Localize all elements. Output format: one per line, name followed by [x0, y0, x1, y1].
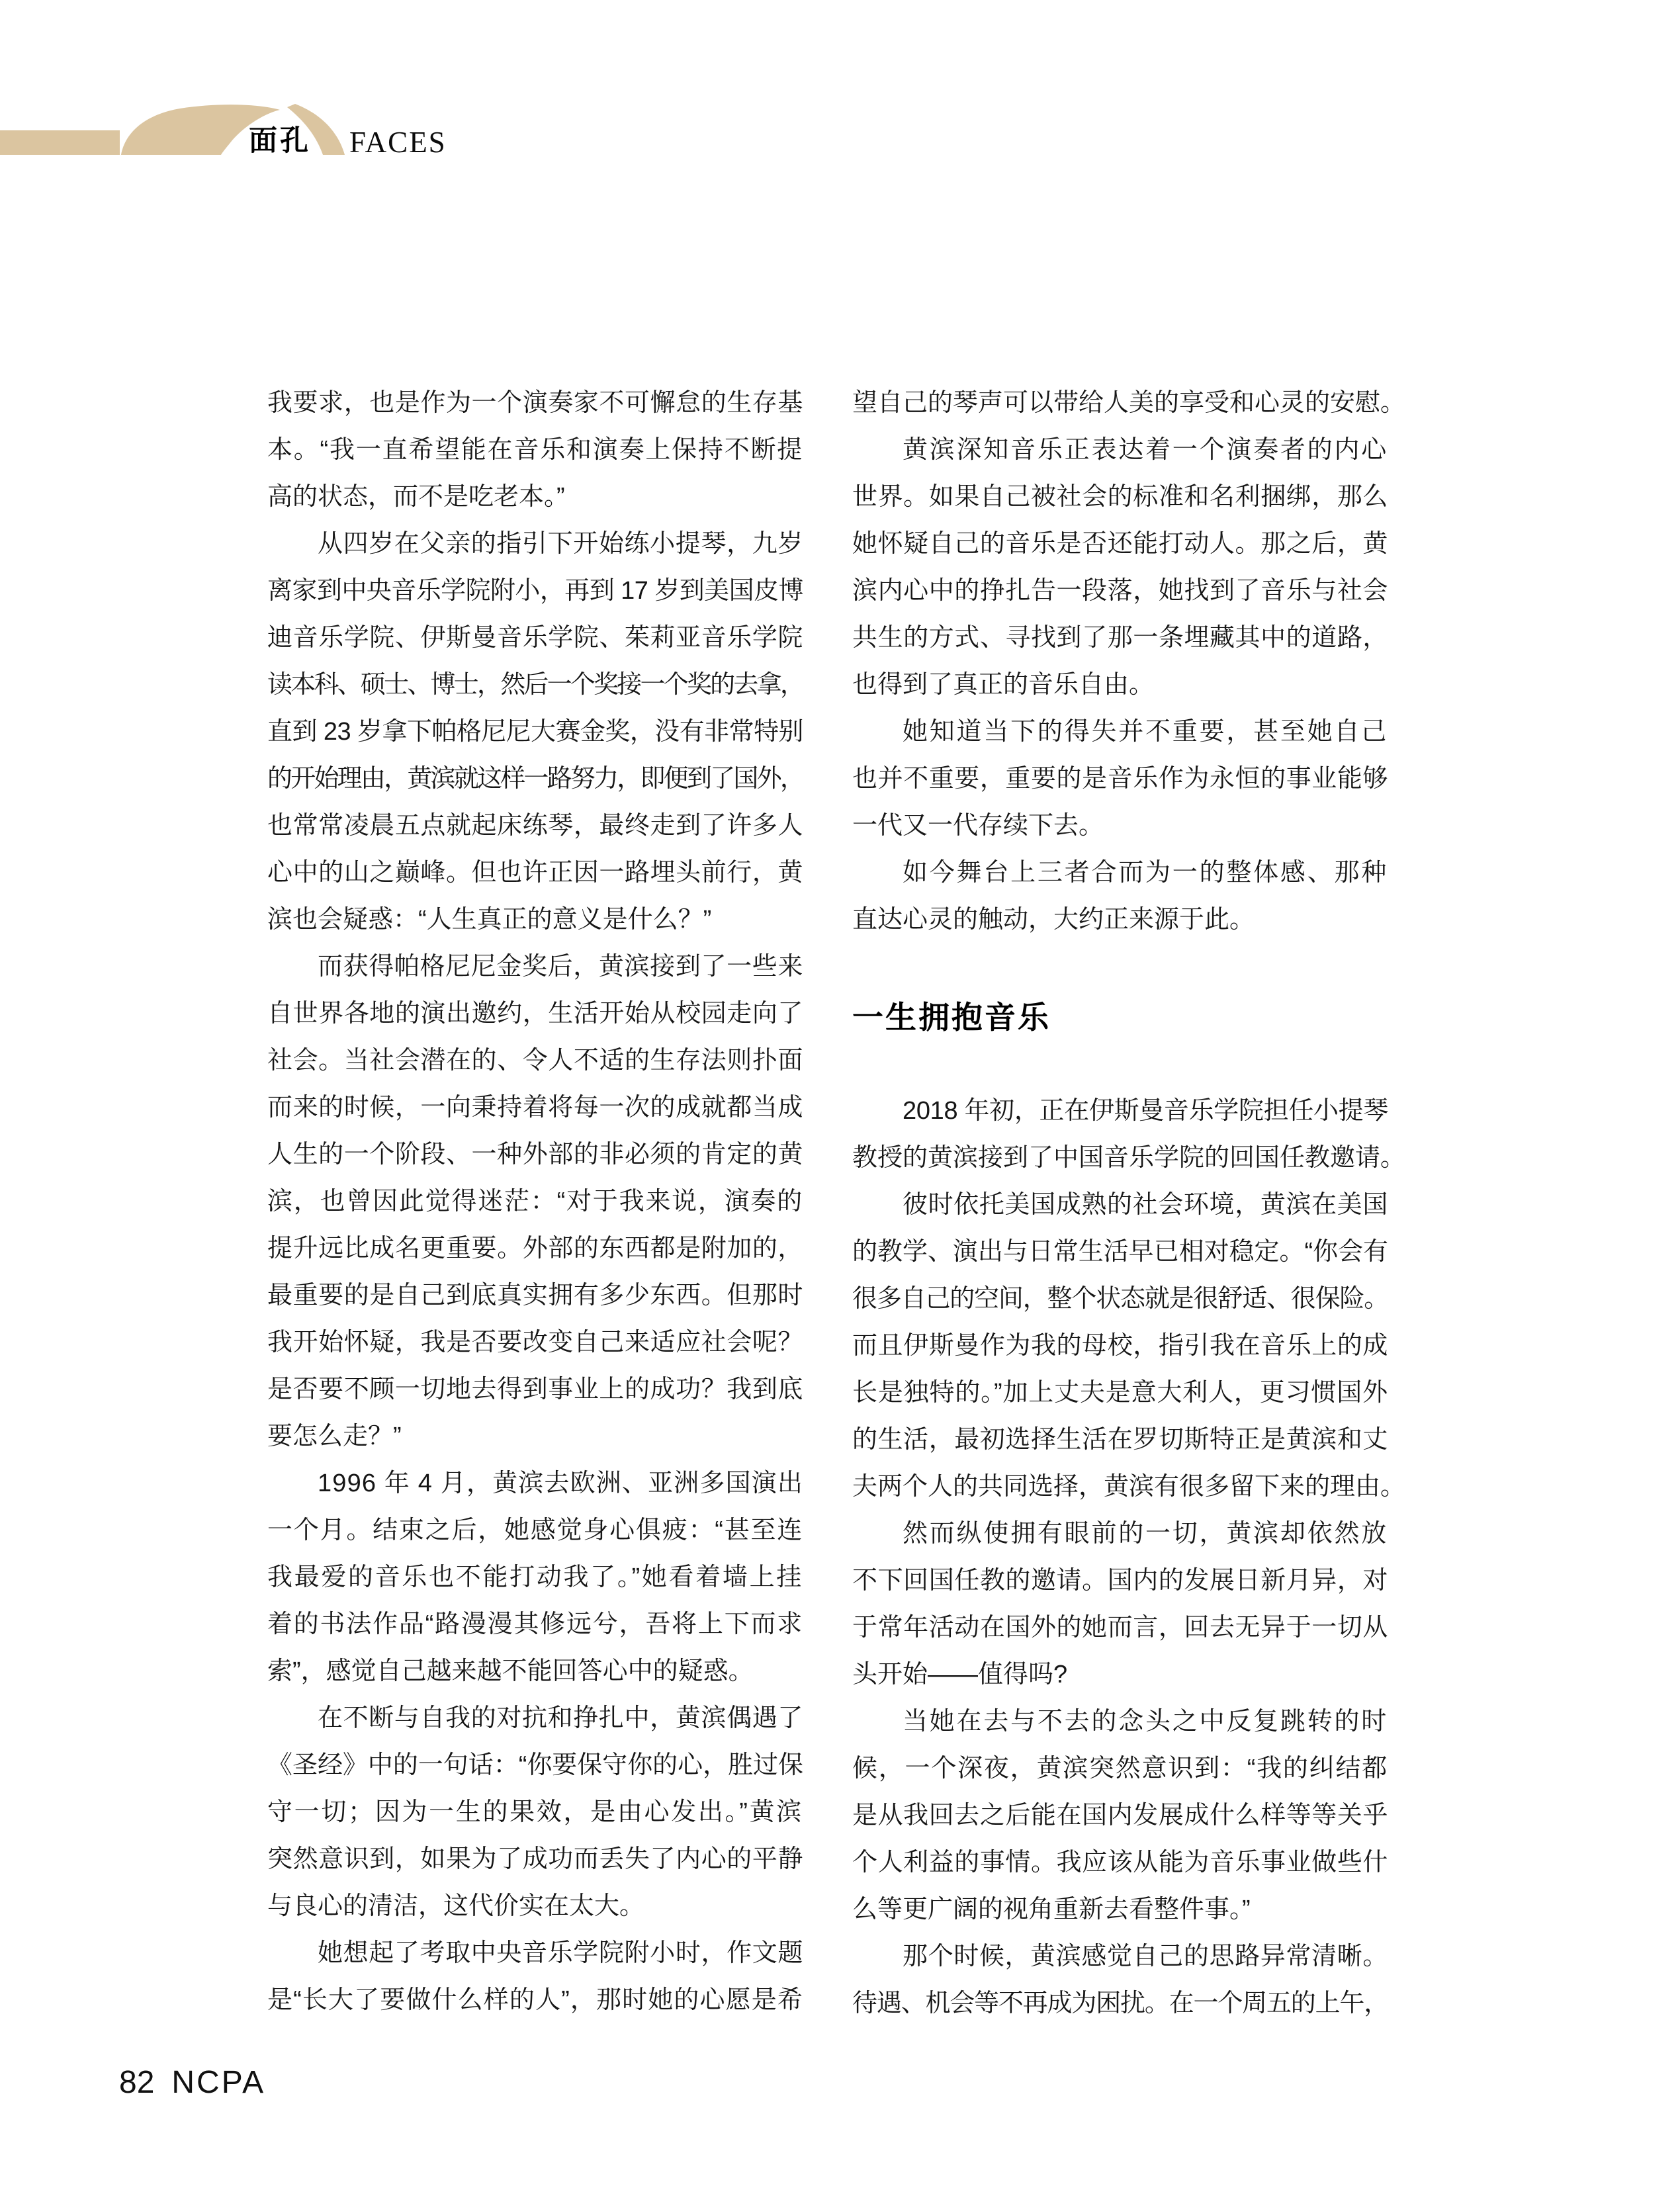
text-line: 那个时候，黄滨感觉自己的思路异常清晰。: [903, 1943, 1388, 1970]
text-line: 是“长大了要做什么样的人”，那时她的心愿是希: [267, 1986, 803, 2014]
journal-code: NCPA: [171, 2065, 266, 2100]
text-line: 她知道当下的得失并不重要，甚至她自己: [903, 718, 1389, 746]
text-line: 我要求，也是作为一个演奏家不可懈怠的生存基: [267, 389, 803, 417]
text-line: 读本科、硕士、博士，然后一个奖接一个奖的去拿，: [267, 671, 804, 699]
text-line: 突然意识到，如果为了成功而丢失了内心的平静: [267, 1845, 803, 1873]
text-line: 离家到中央音乐学院附小，再到 17 岁到美国皮博: [267, 577, 803, 605]
text-line: 高的状态，而不是吃老本。”: [267, 483, 565, 511]
text-line: 当她在去与不去的念头之中反复跳转的时: [903, 1708, 1389, 1735]
section-title-en: FACES: [349, 126, 447, 159]
text-line: 社会。当社会潜在的、令人不适的生存法则扑面: [267, 1047, 803, 1074]
text-line: 在不断与自我的对抗和挣扎中，黄滨偶遇了: [318, 1704, 803, 1732]
text-line: 是否要不顾一切地去得到事业上的成功？我到底: [267, 1376, 803, 1403]
text-line: 么等更广阔的视角重新去看整件事。”: [852, 1896, 1251, 1923]
text-line: 一个月。结束之后，她感觉身心俱疲：“甚至连: [267, 1516, 804, 1544]
header-bar-shape: [0, 130, 120, 155]
text-line: 也得到了真正的音乐自由。: [852, 671, 1155, 699]
text-line: 教授的黄滨接到了中国音乐学院的回国任教邀请。: [852, 1144, 1406, 1172]
text-line: 一代又一代存续下去。: [852, 812, 1104, 840]
text-line: 她想起了考取中央音乐学院附小时，作文题: [318, 1939, 803, 1967]
text-line: 直达心灵的触动，大约正来源于此。: [852, 906, 1255, 934]
text-line: 夫两个人的共同选择，黄滨有很多留下来的理由。: [852, 1473, 1406, 1501]
text-line: 要怎么走？”: [267, 1422, 402, 1450]
text-line: 我最爱的音乐也不能打动我了。”她看着墙上挂: [267, 1563, 803, 1591]
article-right-column: [852, 380, 1406, 2027]
section-heading: 一生拥抱音乐: [852, 1000, 1051, 1035]
text-line: 自世界各地的演出邀约，生活开始从校园走向了: [267, 1000, 803, 1028]
page-footer: [119, 2067, 265, 2099]
text-line: 而来的时候，一向秉持着将每一次的成就都当成: [267, 1094, 803, 1121]
text-line: 世界。如果自己被社会的标准和名利捆绑，那么: [852, 483, 1388, 511]
text-line: 与良心的清洁，这代价实在太大。: [267, 1892, 645, 1920]
article-left-column: [267, 380, 803, 2024]
text-line: 候，一个深夜，黄滨突然意识到：“我的纠结都: [852, 1755, 1389, 1782]
text-line: 很多自己的空间，整个状态就是很舒适、很保险。: [852, 1285, 1389, 1313]
text-line: 是从我回去之后能在国内发展成什么样等等关乎: [852, 1802, 1388, 1829]
text-line: 个人利益的事情。我应该从能为音乐事业做些什: [852, 1849, 1388, 1876]
text-line: 从四岁在父亲的指引下开始练小提琴，九岁: [318, 530, 803, 558]
text-line: 索”，感觉自己越来越不能回答心中的疑惑。: [267, 1657, 754, 1685]
text-line: 的生活，最初选择生活在罗切斯特正是黄滨和丈: [852, 1426, 1388, 1454]
text-line: 待遇、机会等不再成为困扰。在一个周五的上午，: [852, 1990, 1389, 2017]
text-line: 滨内心中的挣扎告一段落，她找到了音乐与社会: [852, 577, 1388, 605]
text-line: 而获得帕格尼尼金奖后，黄滨接到了一些来: [318, 953, 803, 981]
text-line: 不下回国任教的邀请。国内的发展日新月异，对: [852, 1567, 1388, 1595]
text-line: 心中的山之巅峰。但也许正因一路埋头前行，黄: [267, 859, 803, 887]
text-line: 而且伊斯曼作为我的母校，指引我在音乐上的成: [852, 1332, 1388, 1360]
text-line: 于常年活动在国外的她而言，回去无异于一切从: [852, 1614, 1388, 1641]
text-line: 滨也会疑惑：“人生真正的意义是什么？”: [267, 906, 712, 934]
text-line: 提升远比成名更重要。外部的东西都是附加的，: [267, 1235, 803, 1262]
text-line: 也并不重要，重要的是音乐作为永恒的事业能够: [852, 765, 1388, 793]
text-line: 迪音乐学院、伊斯曼音乐学院、茱莉亚音乐学院: [267, 624, 803, 652]
text-line: 共生的方式、寻找到了那一条埋藏其中的道路，: [852, 624, 1388, 652]
text-line: 2018 年初，正在伊斯曼音乐学院担任小提琴: [903, 1097, 1389, 1125]
section-title-cn: 面孔: [249, 125, 311, 157]
text-line: 的开始理由，黄滨就这样一路努力，即便到了国外，: [267, 765, 804, 793]
text-line: 滨，也曾因此觉得迷茫：“对于我来说，演奏的: [267, 1188, 804, 1215]
text-line: 1996 年 4 月，黄滨去欧洲、亚洲多国演出: [318, 1469, 804, 1497]
text-line: 人生的一个阶段、一种外部的非必须的肯定的黄: [267, 1141, 803, 1168]
text-line: 我开始怀疑，我是否要改变自己来适应社会呢？: [267, 1329, 803, 1356]
text-line: 头开始——值得吗?: [852, 1661, 1068, 1688]
text-line: 《圣经》中的一句话：“你要保守你的心，胜过保: [267, 1751, 803, 1779]
text-line: 着的书法作品“路漫漫其修远兮，吾将上下而求: [267, 1610, 804, 1638]
text-line: 黄滨深知音乐正表达着一个演奏者的内心: [903, 436, 1389, 464]
text-line: 最重要的是自己到底真实拥有多少东西。但那时: [267, 1282, 803, 1309]
text-line: 如今舞台上三者合而为一的整体感、那种: [903, 859, 1389, 887]
page-number: 82: [119, 2065, 155, 2100]
text-line: 的教学、演出与日常生活早已相对稳定。“你会有: [852, 1238, 1388, 1266]
text-line: 望自己的琴声可以带给人美的享受和心灵的安慰。: [852, 389, 1406, 417]
text-line: 然而纵使拥有眼前的一切，黄滨却依然放: [903, 1520, 1389, 1548]
text-line: 长是独特的。”加上丈夫是意大利人，更习惯国外: [852, 1379, 1388, 1407]
text-line: 直到 23 岁拿下帕格尼尼大赛金奖，没有非常特别: [267, 718, 803, 746]
text-line: 彼时依托美国成熟的社会环境，黄滨在美国: [903, 1191, 1388, 1219]
text-line: 守一切；因为一生的果效，是由心发出。”黄滨: [267, 1798, 803, 1826]
faces-swoosh-graphic: [0, 0, 463, 198]
text-line: 本。“我一直希望能在音乐和演奏上保持不断提: [267, 436, 804, 464]
text-line: 也常常凌晨五点就起床练琴，最终走到了许多人: [267, 812, 803, 840]
text-line: 她怀疑自己的音乐是否还能打动人。那之后，黄: [852, 530, 1388, 558]
